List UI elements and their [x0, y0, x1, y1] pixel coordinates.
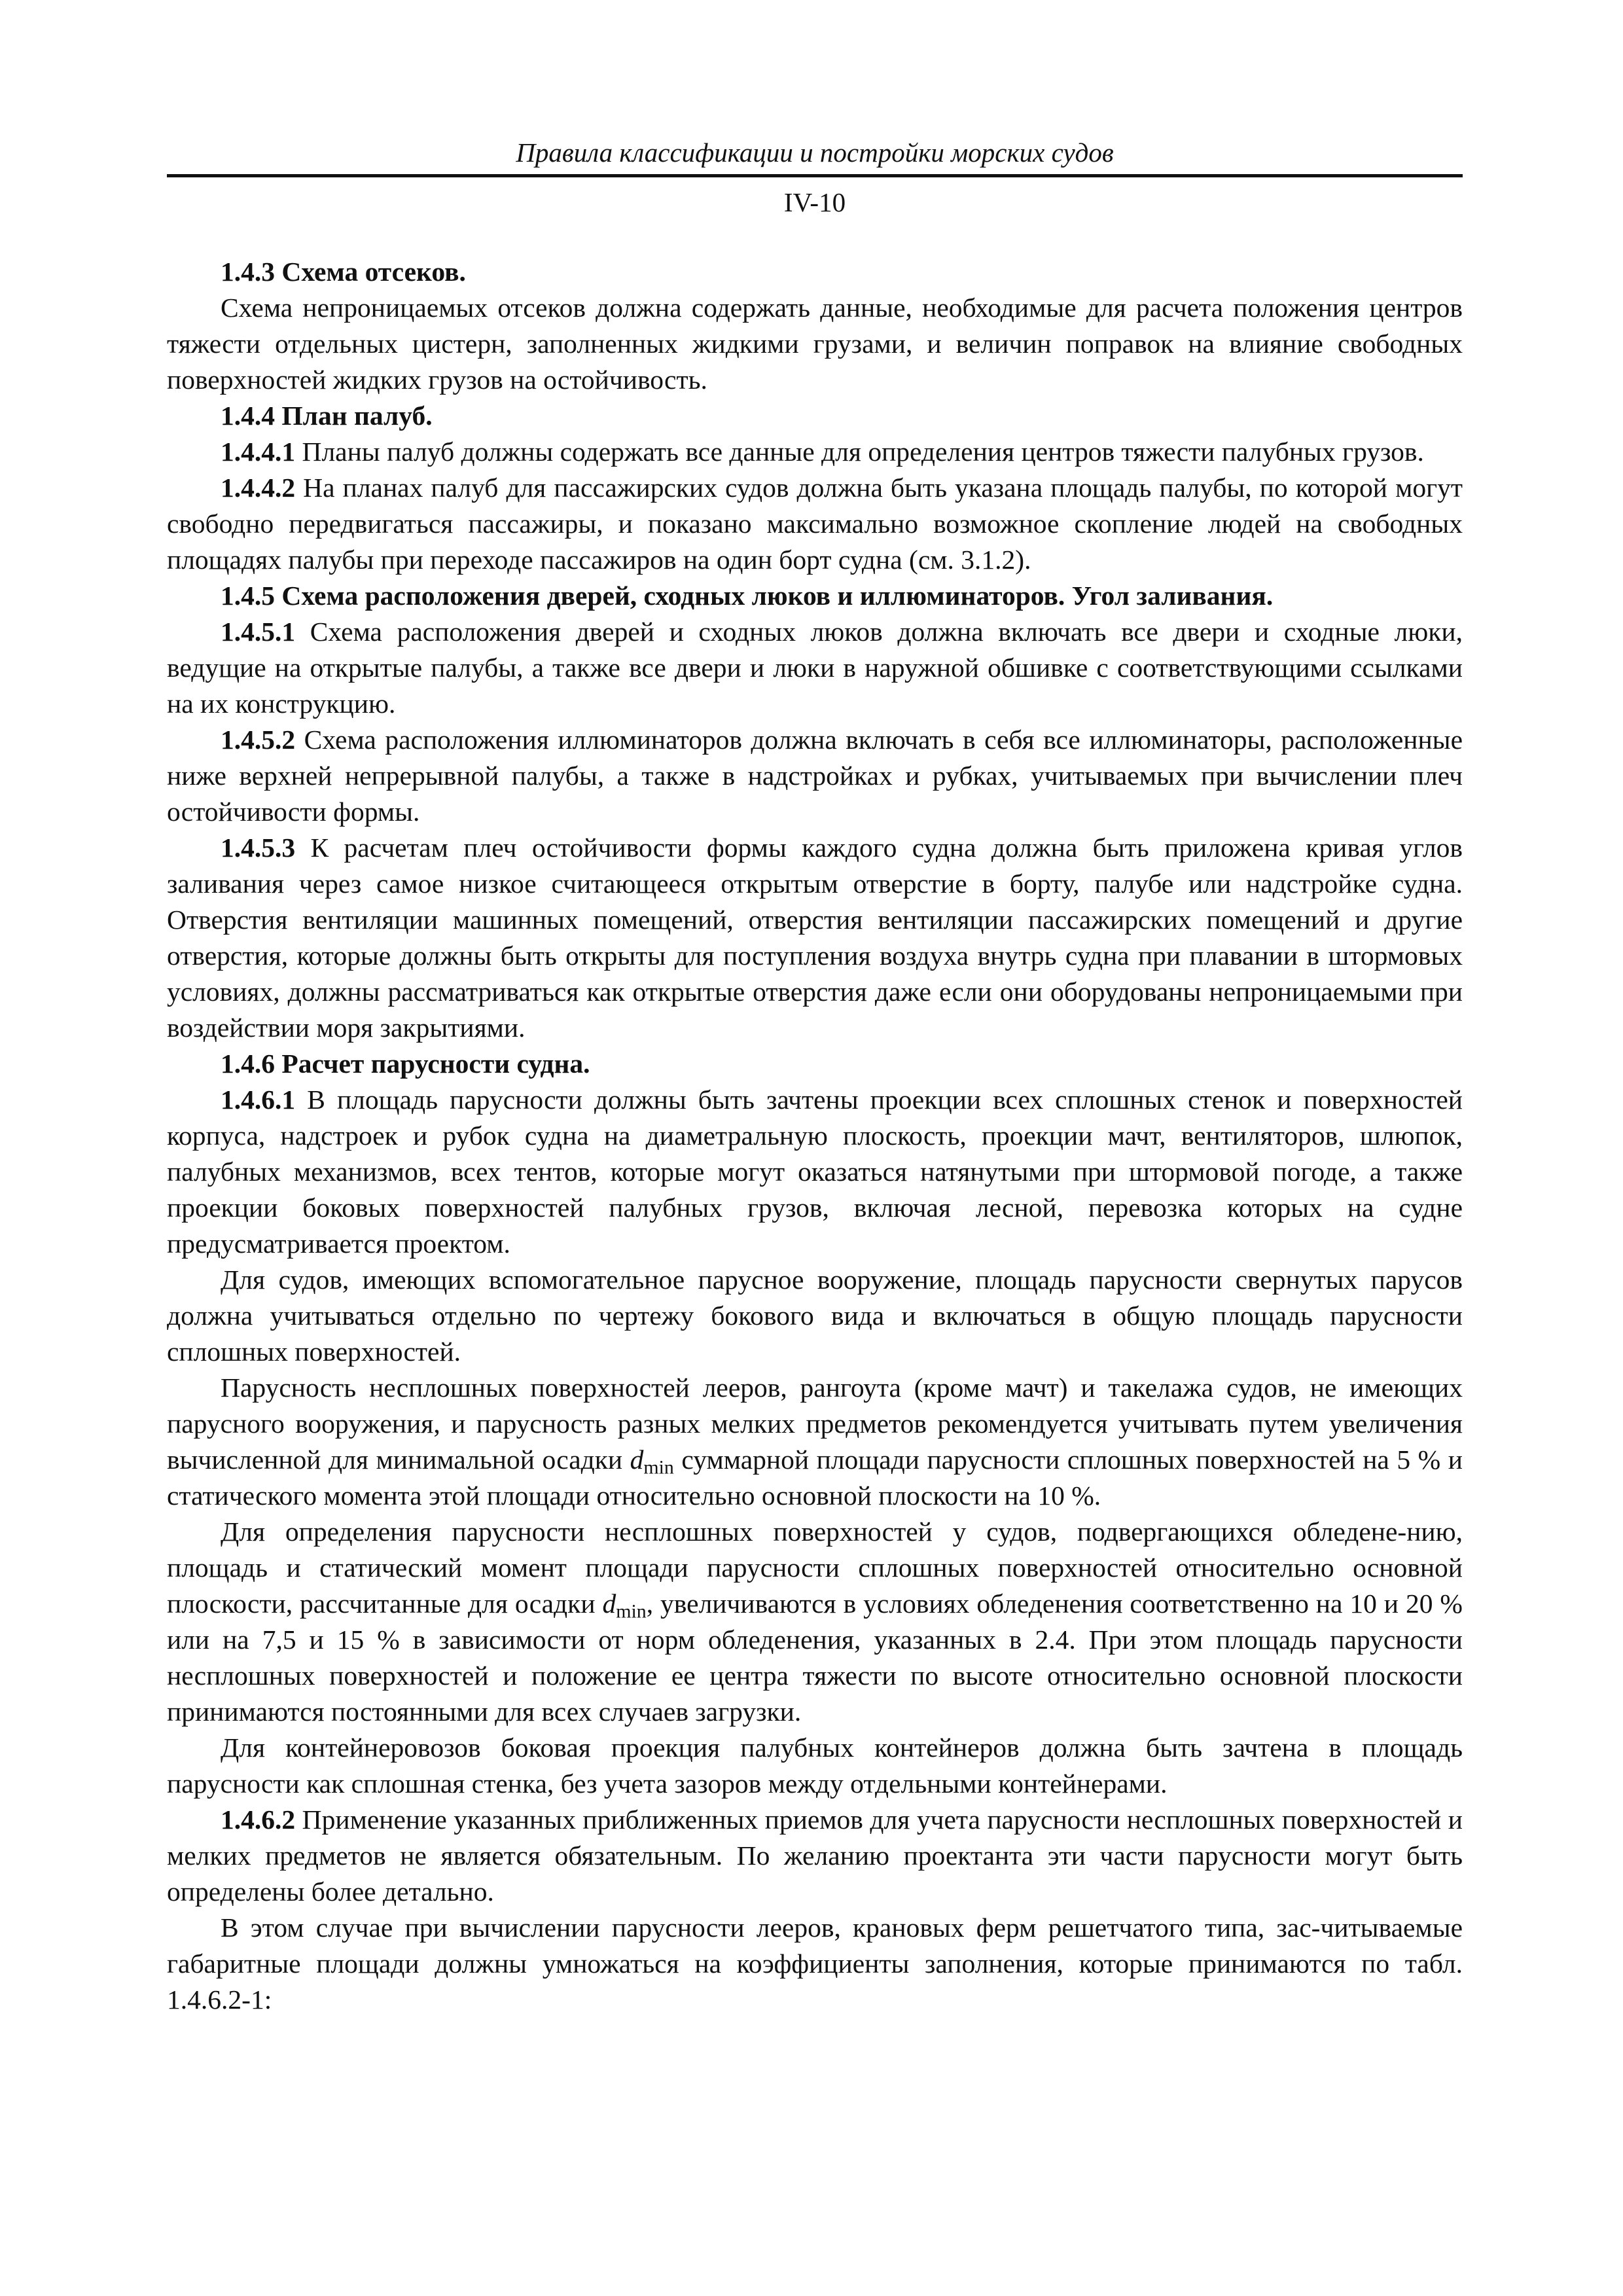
formula-symbol: d	[630, 1444, 644, 1475]
page-number: IV-10	[783, 187, 846, 217]
paragraph-wind-area-5-percent	[167, 1370, 1463, 1514]
formula-d-min	[602, 1588, 647, 1623]
formula-symbol: d	[602, 1588, 616, 1619]
paragraph: В этом случае при вычислении парусности лееров, крановых ферм решетчатого типа, зас-читываемые габаритные площади должны умножаться на коэффициенты заполнения, которые принимаются по табл. 1.4.6.2-1:	[167, 1912, 1463, 2015]
paragraph: Для контейнеровозов боковая проекция палубных контейнеров должна быть зачтена в площадь парусности как сплошная стенка, без учета зазоров между отдельными контейнерами.	[167, 1732, 1463, 1799]
paragraph-icing	[167, 1514, 1463, 1730]
clause-number: 1.4.5.1	[221, 617, 296, 647]
clause-number: 1.4.5.3	[221, 833, 296, 863]
section-heading-1-4-3: 1.4.3 Схема отсеков.	[221, 257, 466, 287]
clause-number: 1.4.6.2	[221, 1804, 296, 1835]
running-title: Правила классификации и постройки морских судов	[516, 137, 1114, 168]
text-run: Парусность несплошных поверхностей лееров, рангоута (кроме мачт) и такелажа судов, не имеющих парусного вооружения, и парусность разных мелких предметов рекомендуется учитывать путем увеличения вычисленной для минимальной осадки	[167, 1372, 1463, 1475]
document-body	[167, 254, 1463, 2018]
paragraph: Схема непроницаемых отсеков должна содержать данные, необходимые для расчета положения центров тяжести отдельных цистерн, заполненных жидкими грузами, и величин поправок на влияние свободных поверхностей жидких грузов на остойчивость.	[167, 293, 1463, 395]
clause-text: На планах палуб для пассажирских судов должна быть указана площадь палубы, по которой могут свободно передвигаться пассажиры, и показано максимально возможное скопление людей на свободных площадях палубы при переходе пассажиров на один борт судна (см. 3.1.2).	[167, 473, 1463, 575]
text-run: Для определения парусности несплошных поверхностей у судов, подвергающихся обледене-нию, площадь и статический момент площади парусности сплошных поверхностей относительно основной плоскости, рассчитанные для осадки	[167, 1516, 1463, 1619]
clause-number: 1.4.4.2	[221, 473, 296, 503]
clause-number: 1.4.4.1	[221, 437, 296, 467]
paragraph-1-4-4-2	[167, 470, 1463, 578]
formula-d-min	[630, 1444, 674, 1479]
paragraph-1-4-5-3	[167, 830, 1463, 1046]
paragraph-1-4-4-1	[167, 434, 1463, 470]
clause-text: Схема расположения дверей и сходных люков должна включать все двери и сходные люки, ведущие на открытые палубы, а также все двери и люки в наружной обшивке с соответствующими ссылками на их конструкцию.	[167, 617, 1463, 719]
text-run: , увеличиваются в условиях обледенения соответственно на 10 и 20 % или на 7,5 и 15 % в зависимости от норм обледенения, указанных в 2.4. При этом площадь парусности несплошных поверхностей и положение ее центра тяжести по высоте относительно основной плоскости принимаются постоянными для всех случаев загрузки.	[167, 1588, 1463, 1727]
clause-number: 1.4.6.1	[221, 1085, 296, 1115]
paragraph-1-4-6-2	[167, 1802, 1463, 1910]
clause-text: Планы палуб должны содержать все данные для определения центров тяжести палубных грузов.	[295, 437, 1424, 467]
paragraph-1-4-5-1	[167, 614, 1463, 722]
clause-text: Применение указанных приближенных приемов для учета парусности несплошных поверхностей и мелких предметов не является обязательным. По желанию проектанта эти части парусности могут быть определены более детально.	[167, 1804, 1463, 1907]
header-rule	[167, 174, 1463, 177]
text-run: суммарной площади парусности сплошных поверхностей на 5 % и статического момента этой площади относительно основной плоскости на 10 %.	[167, 1444, 1463, 1511]
paragraph-1-4-6-1	[167, 1082, 1463, 1262]
clause-text: Схема расположения иллюминаторов должна включать в себя все иллюминаторы, расположенные ниже верхней непрерывной палубы, а также в надстройках и рубках, учитываемых при вычислении плеч остойчивости формы.	[167, 725, 1463, 827]
clause-number: 1.4.5.2	[221, 725, 296, 755]
paragraph-1-4-5-2	[167, 722, 1463, 830]
formula-subscript: min	[643, 1456, 674, 1479]
paragraph: Для судов, имеющих вспомогательное парусное вооружение, площадь парусности свернутых парусов должна учитываться отдельно по чертежу бокового вида и включаться в общую площадь парусности сплошных поверхностей.	[167, 1265, 1463, 1367]
section-heading-1-4-5: 1.4.5 Схема расположения дверей, сходных люков и иллюминаторов. Угол заливания.	[221, 581, 1274, 611]
section-heading-1-4-6: 1.4.6 Расчет парусности судна.	[221, 1049, 590, 1079]
formula-subscript: min	[616, 1600, 647, 1623]
section-heading-1-4-4: 1.4.4 План палуб.	[221, 401, 433, 431]
clause-text: К расчетам плеч остойчивости формы каждого судна должна быть приложена кривая углов заливания через самое низкое считающееся открытым отверстие в борту, палубе или надстройке судна. Отверстия вентиляции машинных помещений, отверстия вентиляции пассажирских помещений и другие отверстия, которые должны быть открыты для поступления воздуха внутрь судна при плавании в штормовых условиях, должны рассматриваться как открытые отверстия даже если они оборудованы непроницаемыми при воздействии моря закрытиями.	[167, 833, 1463, 1043]
clause-text: В площадь парусности должны быть зачтены проекции всех сплошных стенок и поверхностей корпуса, надстроек и рубок судна на диаметральную плоскость, проекции мачт, вентиляторов, шлюпок, палубных механизмов, всех тентов, которые могут оказаться натянутыми при штормовой погоде, а также проекции боковых поверхностей палубных грузов, включая лесной, перевозка которых на судне предусматривается проектом.	[167, 1085, 1463, 1259]
